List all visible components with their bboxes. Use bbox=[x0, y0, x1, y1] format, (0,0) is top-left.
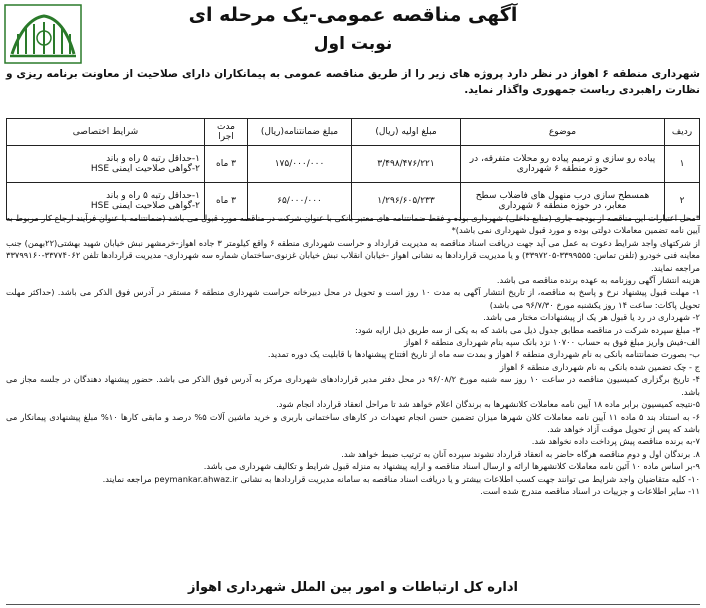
cell-row-number: ۱ bbox=[665, 146, 700, 183]
ahvaz-municipality-logo-icon bbox=[4, 4, 82, 64]
cell-guarantee-amount: ۶۵/۰۰۰/۰۰۰ bbox=[248, 183, 352, 220]
body-paragraph: هزینه انتشار آگهی روزنامه به عهده برنده مناقصه می باشد. bbox=[496, 275, 700, 286]
body-paragraph: *محل اعتبارات این مناقصه از بودجه جاری (منابع داخلی) شهرداری بوده و فقط ضمانتنامه های معتبر بانکی با عنوان شرکت در مناقصه مورد قبول می باشد (ضمانتنامه با عنوان فرآیند ارجاع کار مربوط به آیین نامه تضمین معاملات دولتی بوده و مورد قبول شهرداری نمی باشد)* bbox=[6, 213, 700, 236]
col-header-conditions: شرایط اختصاصی bbox=[7, 119, 205, 146]
body-paragraph: الف-فیش واریز مبلغ فوق به حساب ۱۰۷۰۰ نزد بانک سپه بنام شهرداری منطقه ۶ اهواز bbox=[404, 337, 700, 348]
body-paragraph: ۱- مهلت قبول پیشنهاد نرخ و پاسخ به مناقصه، از تاریخ انتشار آگهی به مدت ۱۰ روز است و تحویل در محل دبیرخانه حراست شهرداری منطقه ۶ مستقر در آدرس فوق الذکر می باشد. (حداکثر مهلت تحویل پاکات: ساعت ۱۴ روز یکشنبه مورخ ۹۶/۷/۳۰ می باشد) bbox=[6, 287, 700, 310]
ad-intro: شهرداری منطقه ۶ اهواز در نظر دارد پروژه های زیر را از طریق مناقصه عمومی به پیمانکاران دارای صلاحیت از معاونت برنامه ریزی و نظارت راهبردی ریاست جمهوری واگذار نماید. bbox=[6, 68, 700, 96]
col-header-base-amount: مبلغ اولیه (ریال) bbox=[352, 119, 461, 146]
body-paragraph: ج - چک تضمین شده بانکی به نام شهرداری منطقه ۶ اهواز bbox=[499, 361, 700, 372]
col-header-guarantee-amount: مبلغ ضمانتنامه(ریال) bbox=[248, 119, 352, 146]
body-paragraph: ۹-بر اساس ماده ۱۰ آئین نامه معاملات کلانشهرها ارائه و ارسال اسناد مناقصه و ارایه پیشنهاد به منزله قبول شرایط و تکالیف شهرداری می باشد. bbox=[203, 461, 700, 472]
cell-conditions bbox=[7, 146, 205, 183]
body-paragraph: ۵-نتیجه کمیسیون برابر ماده ۱۸ آیین نامه معاملات کلانشهرها به برندگان اعلام خواهد شد تا مراحل انعقاد قرارداد انجام شود. bbox=[276, 399, 700, 410]
condition-hse: ۲-گواهی صلاحیت ایمنی HSE bbox=[90, 201, 200, 211]
body-paragraph: ب- بصورت ضمانتنامه بانکی به نام شهرداری منطقه ۶ اهواز و بمدت سه ماه از تاریخ افتتاح پیشنهادها با قابلیت یک دوره تمدید. bbox=[267, 349, 700, 360]
col-header-row-number: ردیف bbox=[665, 119, 700, 146]
body-paragraph: ۴- تاریخ برگزاری کمیسیون مناقصه در ساعت ۱۰ روز سه شنبه مورخ ۹۶/۰۸/۲ در محل دفتر مدیر قراردادهای شهرداری مرکز به آدرس فوق الذکر می باشد. حضور پیشنهاد دهندگان در جلسه مجاز می باشد. bbox=[6, 374, 700, 397]
cell-duration: ۳ ماه bbox=[205, 183, 248, 220]
cell-base-amount: ۳/۴۹۸/۴۷۶/۲۲۱ bbox=[352, 146, 461, 183]
cell-duration: ۳ ماه bbox=[205, 146, 248, 183]
condition-hse: ۲-گواهی صلاحیت ایمنی HSE bbox=[90, 164, 200, 174]
body-paragraph: از شرکتهای واجد شرایط دعوت به عمل می آید جهت دریافت اسناد مناقصه به مدیریت قرارداد و حراست شهرداری منطقه ۶ واقع کیلومتر ۳ جاده اهواز-خرمشهر نبش خیابان شهید بهشتی(۲۲بهمن) جنب معاینه فنی خودرو (تلفن تماس: ۳۳۹۹۵۵۵-۳۳۹۷۲۰۵) و یا مدیریت قراردادها به نشانی اهواز -خیابان انقلاب نبش خیابان غزنوی-ساختمان شماره سه شهرداری- مدیریت قراردادها تلفن ۳۳۷۷۴۰۶۲-۳۳۷۹۹۱۶۰ مراجعه نمایند. bbox=[5, 237, 701, 273]
body-paragraph: ۷-به برنده مناقصه پیش پرداخت داده نخواهد شد. bbox=[531, 436, 700, 447]
ad-round: نوبت اول bbox=[313, 34, 393, 54]
cell-topic: پیاده رو سازی و ترمیم پیاده رو محلات متفرقه، در حوزه منطقه ۶ شهرداری bbox=[461, 146, 665, 183]
body-paragraph: ۱۱- سایر اطلاعات و جزییات در اسناد مناقصه مندرج شده است. bbox=[480, 485, 700, 496]
body-paragraph: ۸. برندگان اول و دوم مناقصه هرگاه حاضر به انعقاد قرارداد نشوند سپرده آنان به ترتیب ضبط خواهد شد. bbox=[341, 448, 700, 459]
projects-table bbox=[6, 118, 700, 220]
body-paragraph: ۲- شهرداری در رد یا قبول هر یک از پیشنهادات مختار می باشد. bbox=[483, 312, 700, 323]
cell-topic: همسطح سازی درب منهول های فاضلاب سطح معابر، در حوزه منطقه ۶ شهرداری bbox=[461, 183, 665, 220]
body-paragraph: ۱۰- کلیه متقاضیان واجد شرایط می توانند جهت کسب اطلاعات بیشتر و یا دریافت اسناد مناقصه به سامانه مدیریت قراردادها به نشانی peymankar.ahwaz.ir مراجعه نمایند. bbox=[102, 473, 700, 484]
table-row bbox=[7, 146, 700, 183]
condition-grade: ۱-حداقل رتبه ۵ راه و باند bbox=[106, 191, 200, 201]
body-paragraph: ۶- به استناد بند ۵ ماده ۱۱ آیین نامه معاملات کلان شهرها میزان تضمین حسن انجام تعهدات در کارهای ساختمانی باربری و خرید ماشین آلات ۵% درصد و مابقی کارها ۱۰% مبلغ پیشنهادی پیمانکار می باشد که پس از تحویل موقت آزاد خواهد شد. bbox=[6, 411, 700, 434]
ad-title: آگهی مناقصه عمومی-یک مرحله ای bbox=[188, 4, 518, 26]
body-paragraph: ۳- مبلغ سپرده شرکت در مناقصه مطابق جدول ذیل می باشد که به یکی از سه طریق ذیل ارایه شود: bbox=[355, 324, 700, 335]
cell-guarantee-amount: ۱۷۵/۰۰۰/۰۰۰ bbox=[248, 146, 352, 183]
col-header-duration: مدت اجرا bbox=[205, 119, 248, 146]
col-header-topic: موضوع bbox=[461, 119, 665, 146]
cell-row-number: ۲ bbox=[665, 183, 700, 220]
table-header-row bbox=[7, 119, 700, 146]
ad-body bbox=[6, 212, 700, 497]
bottom-divider bbox=[6, 604, 700, 605]
signature-line: اداره کل ارتباطات و امور بین الملل شهرداری اهواز bbox=[188, 580, 518, 595]
condition-grade: ۱-حداقل رتبه ۵ راه و باند bbox=[106, 154, 200, 164]
cell-base-amount: ۱/۲۹۶/۶۰۵/۲۳۳ bbox=[352, 183, 461, 220]
